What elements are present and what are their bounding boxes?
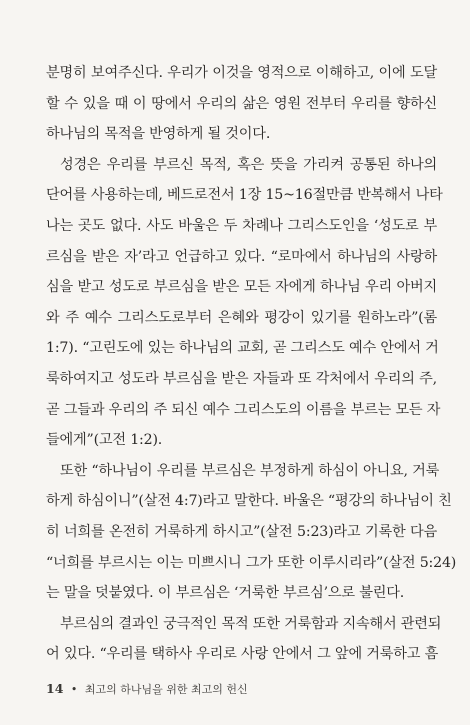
text-line: 또한 “하나님이 우리를 부르심은 부정하게 하심이 아니요, 거룩 <box>60 462 440 479</box>
page-number: 14 <box>46 681 64 696</box>
text-line: 나는 곳도 없다. 사도 바울은 두 차례나 그리스도인을 ‘성도로 부 <box>46 217 437 234</box>
text-line: 곧 그들과 우리의 주 되신 예수 그리스도의 이름을 부르는 모든 자 <box>46 401 441 418</box>
page-footer <box>46 681 248 697</box>
footer-separator: • <box>70 683 78 696</box>
text-line: 부르심의 결과인 궁극적인 목적 또한 거룩함과 지속해서 관련되 <box>60 615 442 632</box>
text-line: 들에게”(고전 1:2). <box>46 432 163 449</box>
text-line: 단어를 사용하는데, 베드로전서 1장 15~16절만큼 반복해서 나타 <box>46 187 443 204</box>
text-line: 1:7). “고린도에 있는 하나님의 교회, 곧 그리스도 예수 안에서 거 <box>46 340 439 357</box>
text-line: 룩하여지고 성도라 부르심을 받은 자들과 또 각처에서 우리의 주, <box>46 370 437 387</box>
text-line: 는 말을 덧붙였다. 이 부르심은 ‘거룩한 부르심’으로 불린다. <box>46 585 405 602</box>
text-line: 하나님의 목적을 반영하게 될 것이다. <box>46 126 271 143</box>
body-text <box>46 58 457 670</box>
text-line: 성경은 우리를 부르신 목적, 혹은 뜻을 가리켜 공통된 하나의 <box>60 156 437 173</box>
text-line: “너희를 부르시는 이는 미쁘시니 그가 또한 이루시리라”(살전 5:24) <box>46 554 457 571</box>
text-line: 히 너희를 온전히 거룩하게 하시고”(살전 5:23)라고 기록한 다음 <box>46 523 437 540</box>
text-line: 분명히 보여주신다. 우리가 이것을 영적으로 이해하고, 이에 도달 <box>46 65 437 81</box>
text-line: 르심을 받은 자’라고 언급하고 있다. “로마에서 하나님의 사랑하 <box>46 248 437 265</box>
text-line: 어 있다. “우리를 택하사 우리로 사랑 안에서 그 앞에 거룩하고 흠 <box>46 646 439 663</box>
text-line: 와 주 예수 그리스도로부터 은혜와 평강이 있기를 원하노라”(롬 <box>46 309 437 326</box>
text-line: 할 수 있을 때 이 땅에서 우리의 삶은 영원 전부터 우리를 향하신 <box>46 95 437 112</box>
text-line: 심을 받고 성도로 부르심을 받은 모든 자에게 하나님 우리 아버지 <box>46 279 437 296</box>
text-line: 하게 하심이니”(살전 4:7)라고 말한다. 바울은 “평강의 하나님이 친 <box>46 493 452 510</box>
running-title: 최고의 하나님을 위한 최고의 헌신 <box>84 683 248 696</box>
